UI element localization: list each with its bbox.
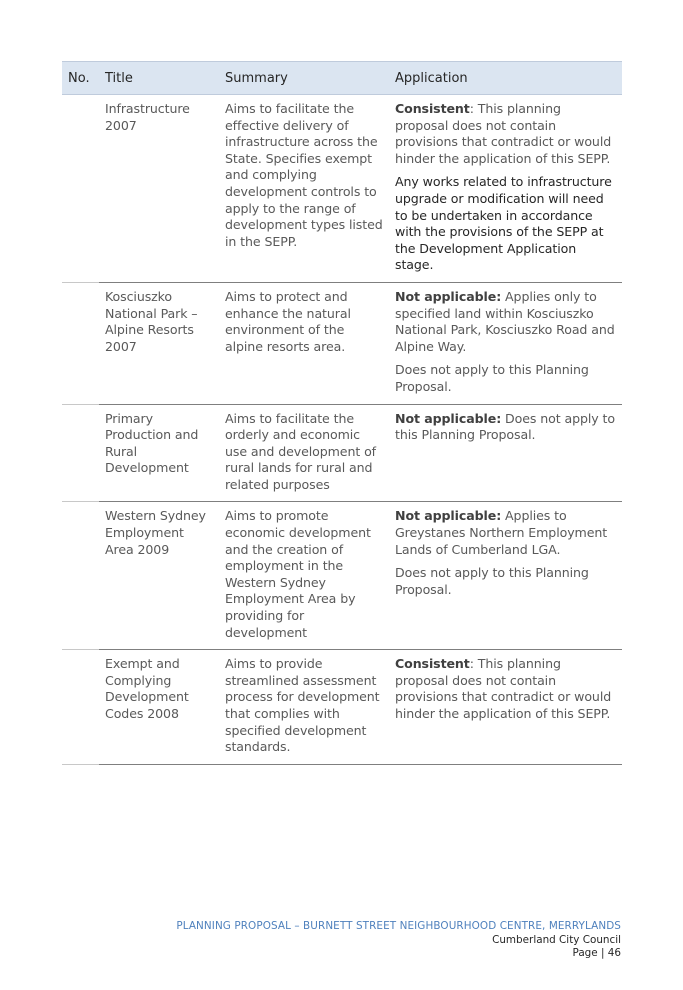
application-text: Applies to Greystanes Northern Employment Lands of Cumberland LGA. [395,508,608,557]
application-text: : This planning proposal does not contain provisions that contradict or would hinder the application of this SEPP. [395,656,612,721]
application-statement [395,101,616,167]
footer-council-name: Cumberland City Council [492,933,621,946]
row-title: Western Sydney Employment Area 2009 [99,502,219,650]
row-number [62,95,99,283]
table-row [62,282,622,404]
row-summary: Aims to facilitate the effective delivery of infrastructure across the State. Specifies exempt and complying development controls to apply to the range of development types listed in the SEPP. [219,95,389,283]
row-title: Infrastructure 2007 [99,95,219,283]
row-number [62,282,99,404]
row-number [62,502,99,650]
application-note: Does not apply to this Planning Proposal. [395,565,589,597]
row-application [389,404,622,502]
row-title: Kosciuszko National Park – Alpine Resorts 2007 [99,282,219,404]
row-title: Primary Production and Rural Development [99,404,219,502]
table-row [62,502,622,650]
application-statement [395,411,616,444]
verdict-label: Consistent [395,656,470,672]
verdict-label: Not applicable: [395,410,502,426]
application-note: Does not apply to this Planning Proposal. [395,362,589,394]
header-no: No. [62,62,99,95]
row-title: Exempt and Complying Development Codes 2008 [99,650,219,765]
table-row [62,404,622,502]
row-summary: Aims to promote economic development and the creation of employment in the Western Sydney Employment Area by providing for development [219,502,389,650]
application-text: Applies only to specified land within Kosciuszko National Park, Kosciuszko Road and Alpine Way. [395,288,615,354]
footer-page-number: Page | 46 [572,947,621,960]
footer-document-title: PLANNING PROPOSAL – BURNETT STREET NEIGHBOURHOOD CENTRE, MERRYLANDS [176,920,621,932]
header-title: Title [99,62,219,95]
verdict-label: Not applicable: [395,288,502,304]
verdict-label: Consistent [395,101,470,116]
row-number [62,404,99,502]
application-text: : This planning proposal does not contain provisions that contradict or would hinder the application of this SEPP. [395,101,612,166]
page-footer [176,920,621,961]
header-summary: Summary [219,62,389,95]
row-application [389,650,622,765]
header-application: Application [389,62,622,95]
application-text: Does not apply to this Planning Proposal. [395,410,615,443]
table-row [62,95,622,283]
row-application [389,282,622,404]
row-summary: Aims to provide streamlined assessment process for development that complies with specified development standards. [219,650,389,765]
application-note: Any works related to infrastructure upgrade or modification will need to be undertaken in accordance with the provisions of the SEPP at the Development Application stage. [395,174,612,273]
application-statement [395,508,616,558]
table-header-row [62,62,622,95]
row-summary: Aims to facilitate the orderly and economic use and development of rural lands for rural and related purposes [219,404,389,502]
row-application [389,95,622,283]
verdict-label: Not applicable: [395,508,502,524]
row-number [62,650,99,765]
row-summary: Aims to protect and enhance the natural environment of the alpine resorts area. [219,282,389,404]
row-application [389,502,622,650]
sepp-consistency-table [62,61,622,765]
application-statement [395,656,616,722]
table-row [62,650,622,765]
application-statement [395,289,616,355]
